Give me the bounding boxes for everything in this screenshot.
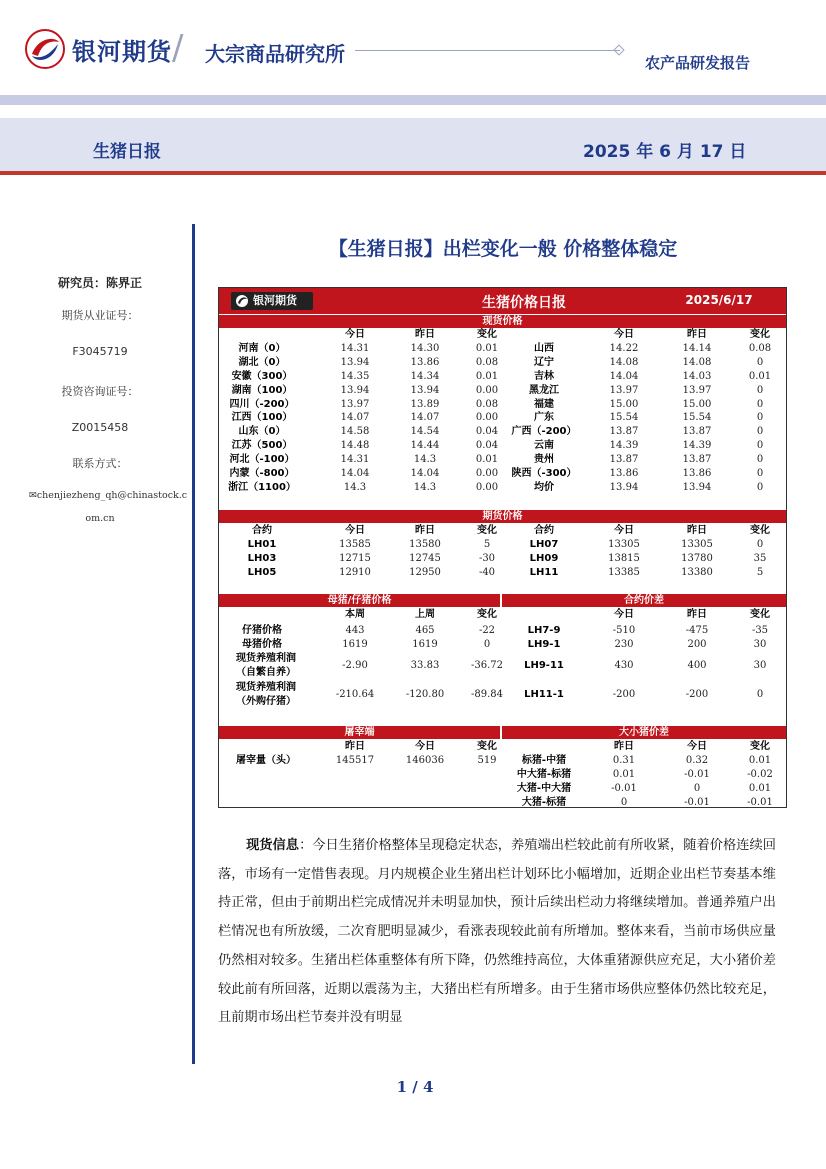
- spot-left-header: 昨日: [415, 329, 435, 340]
- spread-today: -510: [612, 624, 636, 636]
- header-band: [0, 95, 826, 105]
- header-rule: [355, 50, 620, 51]
- spot-left-name: 山东（0）: [238, 426, 286, 438]
- spot-right-header: 今日: [614, 329, 634, 340]
- spot-right-change: 0: [756, 384, 764, 396]
- spot-left-yesterday: 13.86: [410, 356, 440, 368]
- spot-left-name: 湖北（0）: [238, 356, 286, 368]
- futures-header-row: [219, 524, 786, 537]
- spot-right-change: 0: [756, 426, 764, 438]
- spot-row: [219, 481, 786, 494]
- spot-right-name: 山西: [534, 342, 554, 354]
- spread-change: -35: [751, 624, 769, 636]
- spread-header: 今日: [614, 609, 634, 620]
- spot-right-today: 14.04: [609, 370, 639, 382]
- futures-row: [219, 538, 786, 551]
- spot-left-yesterday: 14.30: [410, 342, 440, 354]
- slaughter-header: 昨日: [345, 741, 365, 752]
- spread-section-label: 合约价差: [502, 594, 786, 607]
- spot-right-name: 陕西（-300）: [511, 468, 577, 479]
- profit-bought-this-week: -210.64: [335, 688, 375, 700]
- futures-left-change: -30: [478, 552, 496, 564]
- futures-right-today: 13305: [608, 538, 640, 550]
- futures-right-header: 昨日: [687, 525, 707, 536]
- size-spread-today: -0.01: [611, 782, 637, 794]
- spot-left-today: 14.07: [340, 412, 370, 424]
- slaughter-yesterday: 146036: [405, 754, 445, 766]
- piglet-header-row: [219, 608, 786, 621]
- spot-right-yesterday: 14.03: [682, 370, 712, 382]
- paragraph-lead: 现货信息: [246, 838, 300, 853]
- size-spread-yesterday: 0: [693, 782, 701, 794]
- futures-right-header: 合约: [534, 525, 554, 536]
- spot-left-name: 安徽（300）: [231, 370, 293, 382]
- spot-right-header: 昨日: [687, 329, 707, 340]
- size-spread-header: 今日: [687, 741, 707, 752]
- page-header: [0, 0, 826, 95]
- spot-right-today: 14.22: [609, 342, 639, 354]
- futures-left-header: 今日: [345, 525, 365, 536]
- piglet-today: 1619: [342, 638, 368, 650]
- spot-info-paragraph: [218, 832, 776, 1033]
- spot-section-label: 现货价格: [219, 315, 786, 328]
- spot-left-yesterday: 14.3: [413, 481, 437, 493]
- spot-right-today: 14.08: [609, 356, 639, 368]
- spot-right-yesterday: 13.94: [682, 481, 712, 493]
- spot-right-today: 13.86: [609, 468, 639, 479]
- spot-left-name: 江西（100）: [231, 412, 293, 424]
- futures-right-change: 35: [753, 552, 767, 564]
- company-name: 银河期货: [72, 38, 172, 66]
- spot-left-yesterday: 13.89: [410, 398, 440, 410]
- spot-left-yesterday: 14.04: [410, 468, 440, 479]
- slaughter-section-label: 屠宰端: [219, 726, 500, 739]
- spot-left-today: 14.31: [340, 454, 370, 466]
- sidebar-divider: [192, 224, 195, 1064]
- spot-row: [219, 411, 786, 424]
- spot-right-change: 0: [756, 412, 764, 424]
- spot-left-today: 13.94: [340, 384, 370, 396]
- spot-left-today: 13.97: [340, 398, 370, 410]
- spread-header: 变化: [750, 609, 770, 620]
- spot-left-yesterday: 14.54: [410, 426, 440, 438]
- spread-name: LH9-11: [524, 659, 564, 671]
- piglet-name: 仔猪价格: [242, 624, 282, 636]
- spot-right-today: 14.39: [609, 440, 639, 452]
- consult-number: Z0015458: [71, 421, 129, 434]
- spot-right-yesterday: 14.08: [682, 356, 712, 368]
- futures-right-today: 13385: [608, 566, 640, 578]
- futures-right-yesterday: 13305: [681, 538, 713, 550]
- profit-bought-last-week: -120.80: [405, 688, 445, 700]
- futures-left-yesterday: 12950: [409, 566, 441, 578]
- size-spread-name: 中大猪-标猪: [516, 768, 572, 780]
- spot-right-name: 云南: [534, 440, 554, 452]
- futures-row: [219, 552, 786, 565]
- futures-left-yesterday: 12745: [409, 552, 441, 564]
- spread-today: 230: [614, 638, 634, 650]
- profit-bought-label: 现货养殖利润: [236, 681, 296, 693]
- spot-right-name: 贵州: [534, 454, 554, 466]
- size-spread-row: [219, 796, 786, 809]
- spread-today: -200: [612, 688, 636, 700]
- spot-row: [219, 370, 786, 383]
- slaughter-header: 变化: [477, 741, 497, 752]
- spot-left-change: 0.04: [475, 426, 499, 438]
- galaxy-logo-icon: [235, 294, 249, 308]
- email-link[interactable]: [18, 490, 198, 501]
- contact-label: 联系方式：: [72, 457, 128, 470]
- report-date: 2025 年 6 月 17 日: [583, 142, 747, 162]
- profit-self-change: -36.72: [470, 659, 503, 671]
- spot-left-yesterday: 14.07: [410, 412, 440, 424]
- table-logo-text: 银河期货: [253, 294, 297, 307]
- spot-left-change: 0.01: [475, 454, 499, 466]
- futures-left-name: LH05: [247, 566, 277, 578]
- profit-bought-change: -89.84: [470, 688, 503, 700]
- email-line1: chenjiezheng_qh@chinastock.c: [36, 490, 188, 501]
- piglet-header: 上周: [415, 609, 435, 620]
- spot-right-yesterday: 13.97: [682, 384, 712, 396]
- spot-left-header: 变化: [477, 329, 497, 340]
- futures-right-name: LH07: [529, 538, 559, 550]
- spot-right-change: 0: [756, 468, 764, 479]
- price-table: [218, 287, 787, 808]
- spot-right-change: 0: [756, 481, 764, 493]
- futures-left-today: 12715: [339, 552, 371, 564]
- spread-yesterday: 400: [687, 659, 707, 671]
- spot-left-today: 14.31: [340, 342, 370, 354]
- spot-left-name: 内蒙（-800）: [229, 468, 295, 479]
- spot-left-today: 14.04: [340, 468, 370, 479]
- email-line2: om.cn: [85, 513, 115, 524]
- spot-left-change: 0.01: [475, 370, 499, 382]
- size-spread-name: 大猪-中大猪: [516, 782, 572, 794]
- spot-left-today: 14.35: [340, 370, 370, 382]
- spot-right-change: 0.01: [748, 370, 772, 382]
- slaughter-name: 屠宰量（头）: [236, 754, 296, 766]
- piglet-section-label: 母猪/仔猪价格: [219, 594, 500, 607]
- profit-self-sublabel: （自繁自养）: [236, 666, 296, 678]
- spread-name: LH9-1: [527, 638, 561, 650]
- futures-right-name: LH09: [529, 552, 559, 564]
- size-spread-change: 0.01: [748, 754, 772, 766]
- spot-row: [219, 453, 786, 466]
- futures-right-yesterday: 13780: [681, 552, 713, 564]
- spot-left-change: 0.00: [475, 384, 499, 396]
- spot-right-today: 15.54: [609, 412, 639, 424]
- size-spread-change: -0.01: [747, 796, 773, 808]
- spot-left-today: 14.48: [340, 440, 370, 452]
- spread-name: LH7-9: [527, 624, 561, 636]
- slaughter-header: 今日: [415, 741, 435, 752]
- futures-left-header: 变化: [477, 525, 497, 536]
- futures-right-change: 0: [756, 538, 764, 550]
- spread-name: LH11-1: [524, 688, 564, 700]
- spot-row: [219, 439, 786, 452]
- spot-header-row: [219, 328, 786, 341]
- spot-left-yesterday: 14.3: [413, 454, 437, 466]
- spot-left-today: 13.94: [340, 356, 370, 368]
- slaughter-header-row: [219, 740, 786, 753]
- spot-right-yesterday: 15.54: [682, 412, 712, 424]
- spot-left-change: 0.08: [475, 356, 499, 368]
- spot-left-name: 江苏（500）: [231, 440, 293, 452]
- futures-right-yesterday: 13380: [681, 566, 713, 578]
- spot-left-name: 河南（0）: [238, 342, 286, 354]
- spot-right-name: 黑龙江: [529, 384, 559, 396]
- spot-left-header: 今日: [345, 329, 365, 340]
- spot-right-change: 0: [756, 440, 764, 452]
- futures-section-label: 期货价格: [219, 510, 786, 523]
- profit-self-label: 现货养殖利润: [236, 652, 296, 664]
- spot-row: [219, 467, 786, 480]
- futures-left-header: 昨日: [415, 525, 435, 536]
- spot-right-today: 13.94: [609, 481, 639, 493]
- futures-left-name: LH01: [247, 538, 277, 550]
- spread-yesterday: -200: [685, 688, 709, 700]
- spot-left-yesterday: 14.34: [410, 370, 440, 382]
- size-spread-section-label: 大小猪价差: [502, 726, 786, 739]
- report-title: 【生猪日报】出栏变化一般 价格整体稳定: [328, 238, 678, 260]
- header-divider: /: [172, 28, 184, 68]
- table-logo: [231, 292, 313, 310]
- report-type: 农产品研发报告: [645, 54, 751, 72]
- piglet-yesterday: 1619: [412, 638, 438, 650]
- futures-right-header: 变化: [750, 525, 770, 536]
- spot-right-today: 13.87: [609, 454, 639, 466]
- profit-row-bought: [219, 681, 786, 709]
- spot-right-yesterday: 13.87: [682, 454, 712, 466]
- spread-header: 昨日: [687, 609, 707, 620]
- size-spread-row: [219, 782, 786, 795]
- spot-left-name: 河北（-100）: [229, 454, 295, 466]
- spot-row: [219, 398, 786, 411]
- diamond-icon: [613, 44, 624, 55]
- spot-right-yesterday: 14.14: [682, 342, 712, 354]
- size-spread-today: 0: [620, 796, 628, 808]
- piglet-row: [219, 624, 786, 637]
- spread-today: 430: [614, 659, 634, 671]
- piglet-change: -22: [478, 624, 496, 636]
- spot-row: [219, 384, 786, 397]
- spot-right-today: 13.87: [609, 426, 639, 438]
- daily-name: 生猪日报: [93, 142, 161, 162]
- spot-right-name: 吉林: [534, 370, 554, 382]
- spot-right-name: 广西（-200）: [511, 426, 577, 438]
- futures-left-today: 12910: [339, 566, 371, 578]
- size-spread-name: 大猪-标猪: [521, 796, 567, 808]
- spread-change: 30: [753, 638, 767, 650]
- email-icon: ✉: [28, 490, 37, 501]
- spread-yesterday: 200: [687, 638, 707, 650]
- spot-right-yesterday: 13.87: [682, 426, 712, 438]
- size-spread-row: [219, 754, 786, 767]
- consult-label: 投资咨询证号：: [61, 385, 139, 398]
- spot-left-today: 14.3: [343, 481, 367, 493]
- page-number: 1 / 4: [396, 1078, 434, 1096]
- futures-left-today: 13585: [339, 538, 371, 550]
- futures-right-change: 5: [756, 566, 764, 578]
- futures-right-today: 13815: [608, 552, 640, 564]
- spot-right-header: 变化: [750, 329, 770, 340]
- size-spread-change: -0.02: [747, 768, 773, 780]
- spot-right-change: 0: [756, 454, 764, 466]
- spot-right-name: 福建: [534, 398, 554, 410]
- piglet-today: 443: [345, 624, 365, 636]
- spot-right-yesterday: 14.39: [682, 440, 712, 452]
- researcher: 研究员：陈界正: [57, 276, 142, 290]
- institute-name: 大宗商品研究所: [205, 42, 345, 66]
- spot-row: [219, 425, 786, 438]
- paragraph-text: ：今日生猪价格整体呈现稳定状态，养殖端出栏较此前有所收紧，随着价格连续回落，市场有一定惜售表现。月内规模企业生猪出栏计划环比小幅增加，近期企业出栏节奏基本维持正常，但由于前期出栏完成情况并未明显加快，预计后续出栏动力将继续增加。普通养殖户出栏情况也有所放缓，二次育肥明显减少，看涨表现较此前有所增加。整体来看，当前市场供应量仍然相对较多。生猪出栏体重整体有所下降，仍然维持高位，大体重猪源供应充足，大小猪价差较此前有所回落，近期以震荡为主，大猪出栏有所增多。由于生猪市场供应整体仍然比较充足，且前期市场出栏节奏并没有明显: [218, 838, 776, 1026]
- futures-right-header: 今日: [614, 525, 634, 536]
- profit-bought-sublabel: （外购仔猪）: [236, 695, 296, 707]
- spot-right-name: 均价: [534, 481, 554, 493]
- size-spread-row: [219, 768, 786, 781]
- slaughter-today: 145517: [335, 754, 375, 766]
- spot-row: [219, 342, 786, 355]
- spot-left-change: 0.00: [475, 468, 499, 479]
- spot-right-today: 13.97: [609, 384, 639, 396]
- size-spread-yesterday: -0.01: [684, 796, 710, 808]
- table-date: 2025/6/17: [685, 293, 753, 307]
- size-spread-yesterday: 0.32: [685, 754, 709, 766]
- futures-right-name: LH11: [529, 566, 559, 578]
- futures-left-header: 合约: [252, 525, 272, 536]
- profit-row-self: [219, 652, 786, 680]
- spot-right-change: 0.08: [748, 342, 772, 354]
- size-spread-name: 标猪-中猪: [521, 754, 567, 766]
- spot-right-name: 广东: [534, 412, 554, 424]
- futures-row: [219, 566, 786, 579]
- spot-left-name: 浙江（1100）: [228, 481, 296, 493]
- piglet-header: 变化: [477, 609, 497, 620]
- size-spread-header: 昨日: [614, 741, 634, 752]
- spot-left-name: 四川（-200）: [229, 398, 295, 410]
- spot-left-change: 0.01: [475, 342, 499, 354]
- piglet-yesterday: 465: [415, 624, 435, 636]
- spot-left-name: 湖南（100）: [231, 384, 293, 396]
- size-spread-yesterday: -0.01: [684, 768, 710, 780]
- license-label: 期货从业证号：: [61, 309, 139, 322]
- futures-left-change: -40: [478, 566, 496, 578]
- spot-left-yesterday: 13.94: [410, 384, 440, 396]
- spot-right-today: 15.00: [609, 398, 639, 410]
- futures-left-name: LH03: [247, 552, 277, 564]
- spot-row: [219, 356, 786, 369]
- spot-left-change: 0.00: [475, 412, 499, 424]
- spot-left-today: 14.58: [340, 426, 370, 438]
- size-spread-today: 0.31: [612, 754, 636, 766]
- license-number: F3045719: [72, 345, 128, 358]
- title-band-stripe: [0, 171, 826, 175]
- spot-right-change: 0: [756, 356, 764, 368]
- profit-self-this-week: -2.90: [342, 659, 368, 671]
- table-title: 生猪价格日报: [482, 295, 566, 311]
- futures-left-change: 5: [483, 538, 491, 550]
- spot-right-name: 辽宁: [534, 356, 554, 368]
- spot-left-yesterday: 14.44: [410, 440, 440, 452]
- slaughter-change: 519: [477, 754, 497, 766]
- spot-left-change: 0.04: [475, 440, 499, 452]
- spread-yesterday: -475: [685, 624, 709, 636]
- size-spread-header: 变化: [750, 741, 770, 752]
- spot-right-yesterday: 15.00: [682, 398, 712, 410]
- profit-self-last-week: 33.83: [410, 659, 440, 671]
- piglet-header: 本周: [345, 609, 365, 620]
- spot-right-yesterday: 13.86: [682, 468, 712, 479]
- galaxy-logo-icon: [24, 28, 66, 70]
- size-spread-change: 0.01: [748, 782, 772, 794]
- size-spread-today: 0.01: [612, 768, 636, 780]
- spread-change: 0: [756, 688, 764, 700]
- spread-change: 30: [753, 659, 767, 671]
- spot-right-change: 0: [756, 398, 764, 410]
- spot-left-change: 0.08: [475, 398, 499, 410]
- piglet-change: 0: [483, 638, 491, 650]
- piglet-name: 母猪价格: [242, 638, 282, 650]
- spot-left-change: 0.00: [475, 481, 499, 493]
- piglet-row: [219, 638, 786, 651]
- futures-left-yesterday: 13580: [409, 538, 441, 550]
